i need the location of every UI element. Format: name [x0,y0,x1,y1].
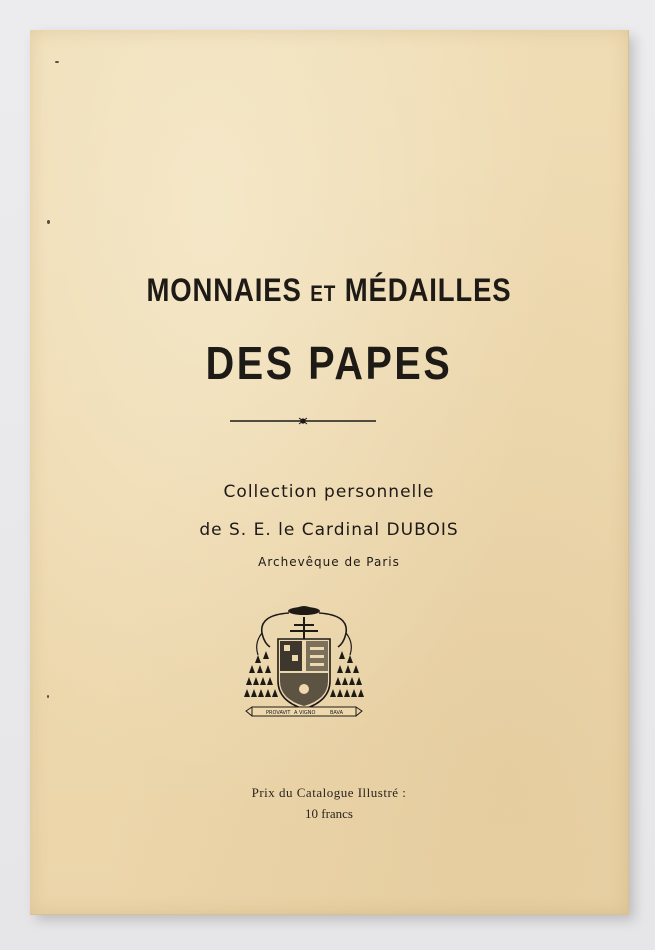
role-line: Archevêque de Paris [258,555,400,569]
paper-speck [55,61,59,63]
price-value: 10 francs [304,806,353,821]
collection-line: Collection personnelle [223,482,435,502]
crest-motto-left: PROVAVIT [266,710,291,716]
title-word-medailles: MÉDAILLES [344,272,512,308]
paper-speck [47,220,50,224]
price-label: Prix du Catalogue Illustré : [251,785,407,800]
ornamental-divider [230,416,376,426]
crest-motto-right: BAVA [330,710,344,716]
crest-motto-center: A VIGNO [294,710,316,716]
title-word-monnaies: MONNAIES [146,272,302,308]
cardinal-coat-of-arms [244,603,364,728]
owner-line: de S. E. le Cardinal DUBOIS [199,520,459,540]
book-cover [30,30,629,915]
title-line-1 [72,272,586,309]
title-line-2: DES PAPES [205,337,453,389]
paper-speck [47,695,49,698]
title-word-et: ET [310,281,337,306]
